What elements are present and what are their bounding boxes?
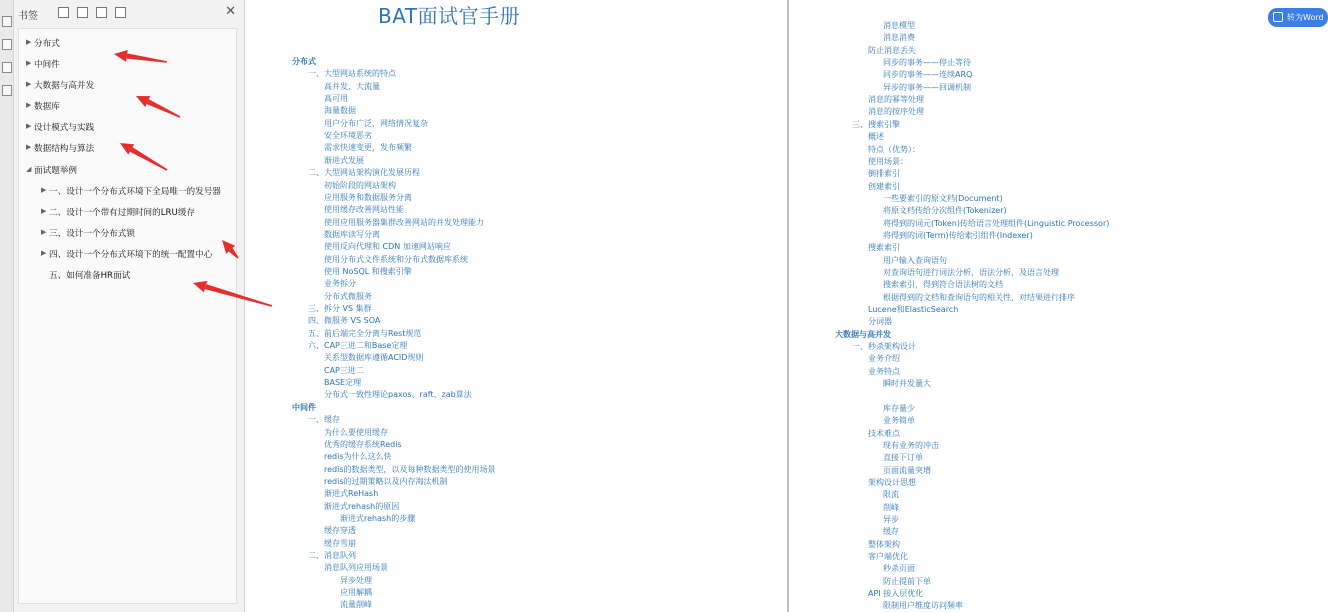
toc-entry[interactable]: 消息的按序处理 [868, 107, 924, 117]
toc-entry[interactable]: 页面流量突增 [883, 465, 931, 475]
toc-entry[interactable]: 特点（优势）： [868, 144, 920, 154]
toc-entry[interactable]: 渐进式发展 [324, 155, 364, 165]
bookmark-label: 数据结构与算法 [34, 144, 95, 154]
chevron-right-icon[interactable]: ▶ [26, 122, 32, 130]
bookmark-item[interactable] [19, 34, 238, 52]
bookmark-label: 分布式 [34, 39, 60, 49]
toc-entry[interactable]: 高并发，大流量 [324, 81, 380, 91]
toc-entry[interactable]: 分布式一致性理论paxos、raft、zab算法 [324, 390, 472, 400]
toc-entry[interactable]: 使用场景： [868, 156, 908, 166]
toc-section-heading[interactable]: 分布式 [292, 57, 316, 66]
toc-entry[interactable]: BASE定理 [324, 378, 362, 388]
page-thumb-icon[interactable] [2, 39, 12, 50]
toc-entry[interactable]: 创建索引 [868, 181, 900, 191]
toc-entry[interactable]: 异步的事务——回调机制 [883, 82, 971, 92]
toc-entry[interactable]: 缓存穿透 [324, 526, 356, 536]
toc-entry[interactable]: 数据库读写分离 [324, 229, 380, 239]
bookmark-item[interactable] [19, 224, 238, 242]
bookmark-label: 三、设计一个分布式锁 [49, 229, 135, 239]
toc-entry[interactable]: 用户分布广泛，网络情况复杂 [324, 118, 428, 128]
toc-entry[interactable]: 分词器 [868, 317, 892, 327]
document-page-right [789, 0, 1318, 612]
toc-entry[interactable]: 倒排索引 [868, 169, 900, 179]
toc-entry[interactable]: 五、前后端完全分离与Rest规范 [308, 328, 422, 338]
toc-entry[interactable]: 应用解耦 [340, 588, 372, 598]
chevron-right-icon[interactable]: ▶ [26, 38, 32, 46]
bookmark-label: 大数据与高并发 [34, 81, 95, 91]
toc-entry[interactable]: 安全环境恶劣 [324, 131, 372, 141]
toc-entry[interactable]: 将得到的词(Term)传给索引组件(Indexer) [883, 230, 1033, 240]
bookmark-item[interactable] [19, 97, 238, 115]
bookmark-label: 数据库 [34, 102, 60, 112]
toc-entry[interactable]: 业务介绍 [868, 354, 900, 364]
toc-entry[interactable]: CAP三进二 [324, 365, 364, 375]
chevron-right-icon[interactable]: ▶ [41, 186, 47, 194]
bookmark-icon[interactable] [2, 16, 12, 27]
toc-entry[interactable]: 概述 [868, 132, 884, 142]
toc-entry[interactable]: 根据得到的文档和查询语句的相关性，对结果进行排序 [883, 292, 1075, 302]
chevron-down-icon[interactable]: ◢ [26, 165, 32, 173]
toc-entry[interactable]: 架构设计思想 [868, 477, 916, 487]
toc-entry[interactable]: API 接入层优化 [868, 589, 924, 599]
toc-entry[interactable]: 限流 [883, 490, 899, 500]
side-icon-strip [0, 0, 14, 612]
toc-entry[interactable]: 二、大型网站架构演化发展历程 [308, 168, 420, 178]
toc-entry[interactable]: 使用应用服务器集群改善网站的并发处理能力 [324, 217, 484, 227]
toc-entry[interactable]: 海量数据 [324, 106, 356, 116]
sidebar-title: 书签 [18, 11, 38, 22]
toc-entry[interactable]: 流量削峰 [340, 600, 372, 610]
toc-entry[interactable]: 三、拆分 VS 集群 [308, 304, 372, 313]
bookmark-item[interactable] [19, 245, 238, 263]
bookmark-item[interactable] [19, 139, 238, 157]
toc-entry[interactable]: 防止提前下单 [883, 576, 931, 586]
toc-section-heading[interactable]: 大数据与高并发 [835, 329, 891, 339]
toc-entry[interactable]: 将原文档传给分次组件(Tokenizer) [883, 206, 1007, 216]
document-title: BAT面试官手册 [378, 4, 521, 28]
toc-entry[interactable]: 优秀的缓存系统Redis [324, 439, 402, 449]
toc-entry[interactable]: redis的数据类型，以及每种数据类型的使用场景 [324, 464, 496, 474]
toc-entry[interactable]: 业务拆分 [324, 279, 356, 289]
toc-entry[interactable]: 初始阶段的网站架构 [324, 180, 396, 190]
toc-entry[interactable]: 一、缓存 [308, 415, 340, 425]
bookmark-label: 中间件 [34, 60, 60, 70]
toc-entry[interactable]: 现有业务的冲击 [883, 440, 939, 450]
toc-entry[interactable]: 消息消费 [883, 33, 915, 43]
toc-entry[interactable]: 缓存 [883, 527, 899, 537]
add-bookmark-icon[interactable] [96, 7, 107, 18]
convert-to-word-button[interactable] [1268, 8, 1328, 27]
bookmark-label: 面试题举例 [34, 166, 77, 176]
toc-entry[interactable]: 使用 NoSQL 和搜索引擎 [324, 266, 412, 276]
chevron-right-icon[interactable]: ▶ [41, 249, 47, 257]
toc-entry[interactable]: 一、大型网站系统的特点 [308, 69, 396, 79]
toc-entry[interactable]: 搜索索引 [868, 243, 900, 253]
toc-entry[interactable]: 同步的事务——停止等待 [883, 58, 971, 68]
toc-entry[interactable]: 二、消息队列 [308, 551, 356, 560]
toc-entry[interactable]: 三、搜索引擎 [852, 119, 900, 129]
chevron-right-icon[interactable]: ▶ [26, 80, 32, 88]
toc-entry[interactable]: 关系型数据库遵循ACID规则 [324, 353, 424, 363]
sidebar-header [14, 0, 244, 28]
collapse-all-icon[interactable] [77, 7, 88, 18]
toc-entry[interactable]: 搜索索引，得到符合语法树的文档 [883, 280, 1003, 290]
toc-entry[interactable]: 六、CAP三进二和Base定理 [308, 341, 408, 351]
toc-entry[interactable]: redis为什么这么快 [324, 452, 392, 462]
toc-entry[interactable]: 缓存雪崩 [324, 538, 356, 548]
toc-entry[interactable]: 分布式微服务 [324, 291, 372, 301]
toc-entry[interactable]: 业务特点 [868, 366, 900, 376]
toc-entry[interactable]: 消息的幂等处理 [868, 95, 924, 105]
toc-section-heading[interactable]: 中间件 [292, 402, 316, 412]
bookmark-item[interactable] [19, 55, 238, 73]
bookmark-item[interactable] [19, 118, 238, 136]
toc-entry[interactable]: redis的过期策略以及内存淘汰机制 [324, 476, 448, 486]
chevron-right-icon[interactable]: ▶ [41, 228, 47, 236]
layers-icon[interactable] [2, 85, 12, 96]
attachment-icon[interactable] [2, 62, 12, 73]
toc-entry[interactable]: 异步 [883, 515, 899, 524]
toc-entry[interactable]: 消息模型 [883, 21, 915, 30]
toc-entry[interactable]: 瞬时并发量大 [883, 379, 931, 389]
bookmark-item[interactable] [19, 161, 238, 179]
toc-entry[interactable]: 业务简单 [883, 416, 915, 426]
toc-entry[interactable]: 使用缓存改善网站性能 [324, 205, 404, 215]
toc-entry[interactable]: 将得到的词元(Token)传给语言处理组件(Linguistic Processor) [883, 218, 1110, 228]
bookmark-label: 一、设计一个分布式环境下全局唯一的发号器 [49, 187, 221, 197]
toc-entry[interactable]: 同步的事务——连续ARQ [883, 70, 973, 80]
chevron-right-icon[interactable]: ▶ [26, 59, 32, 67]
bookmark-label: 五、如何准备HR面试 [49, 271, 131, 281]
toc-entry[interactable]: 四、微服务 VS SOA [308, 316, 381, 326]
toc-entry[interactable]: 消息队列应用场景 [324, 563, 388, 573]
toc-entry[interactable]: 限制用户维度访问频率 [883, 601, 963, 611]
toc-entry[interactable]: 为什么要使用缓存 [324, 427, 388, 437]
bookmark-item[interactable] [19, 203, 238, 221]
toc-entry[interactable]: 削峰 [883, 502, 899, 512]
bookmark-label: 四、设计一个分布式环境下的统一配置中心 [49, 250, 213, 260]
toc-entry[interactable]: 需求快速变更，发布频繁 [324, 143, 412, 153]
file-convert-icon [1273, 12, 1283, 22]
toc-entry[interactable]: 高可用 [324, 94, 348, 104]
chevron-right-icon[interactable]: ▶ [26, 143, 32, 151]
toc-entry[interactable]: Lucene和ElasticSearch [868, 305, 959, 315]
toc-entry[interactable]: 库存量少 [883, 403, 915, 413]
bookmark-item[interactable] [19, 182, 238, 200]
document-page-left [245, 0, 787, 612]
chevron-right-icon[interactable]: ▶ [41, 207, 47, 215]
expand-all-icon[interactable] [58, 7, 69, 18]
toc-entry[interactable]: 直接下订单 [883, 453, 923, 463]
toc-entry[interactable]: 应用服务和数据服务分离 [324, 192, 412, 202]
toc-entry[interactable]: 一、秒杀架构设计 [852, 342, 916, 352]
convert-to-word-label: 转为Word [1287, 13, 1324, 22]
toc-entry[interactable]: 异步处理 [340, 575, 372, 585]
toc-entry[interactable]: 渐进式rehash的原因 [324, 501, 400, 511]
toc-entry[interactable]: 秒杀页面 [883, 564, 915, 574]
bookmark-label: 设计模式与实践 [34, 123, 95, 133]
bookmark-item[interactable] [19, 266, 238, 284]
toc-entry[interactable]: 技术难点 [868, 428, 900, 438]
bookmark-sidebar [14, 0, 245, 612]
bookmark-item[interactable] [19, 76, 238, 94]
toc-entry[interactable]: 客户端优化 [868, 552, 908, 562]
toc-entry[interactable]: 使用分布式文件系统和分布式数据库系统 [324, 254, 468, 264]
toc-entry[interactable]: 使用反向代理和 CDN 加速网站响应 [324, 242, 451, 252]
toc-entry[interactable]: 一些要索引的原文档(Document) [883, 193, 1003, 203]
toc-entry[interactable]: 用户输入查询语句 [883, 255, 947, 265]
bookmark-label: 二、设计一个带有过期时间的LRU缓存 [49, 208, 195, 218]
toc-entry[interactable]: 渐进式rehash的步骤 [340, 513, 416, 523]
bookmark-tree [18, 28, 237, 604]
close-icon[interactable]: ✕ [225, 4, 236, 19]
toc-entry[interactable]: 防止消息丢失 [868, 45, 916, 55]
toc-entry[interactable]: 渐进式ReHash [324, 489, 379, 499]
toc-entry[interactable]: 整体架构 [868, 539, 900, 549]
toc-entry[interactable]: 对查询语句进行词法分析，语法分析，及语言处理 [883, 268, 1059, 277]
bookmark-options-icon[interactable] [115, 7, 126, 18]
chevron-right-icon[interactable]: ▶ [26, 101, 32, 109]
